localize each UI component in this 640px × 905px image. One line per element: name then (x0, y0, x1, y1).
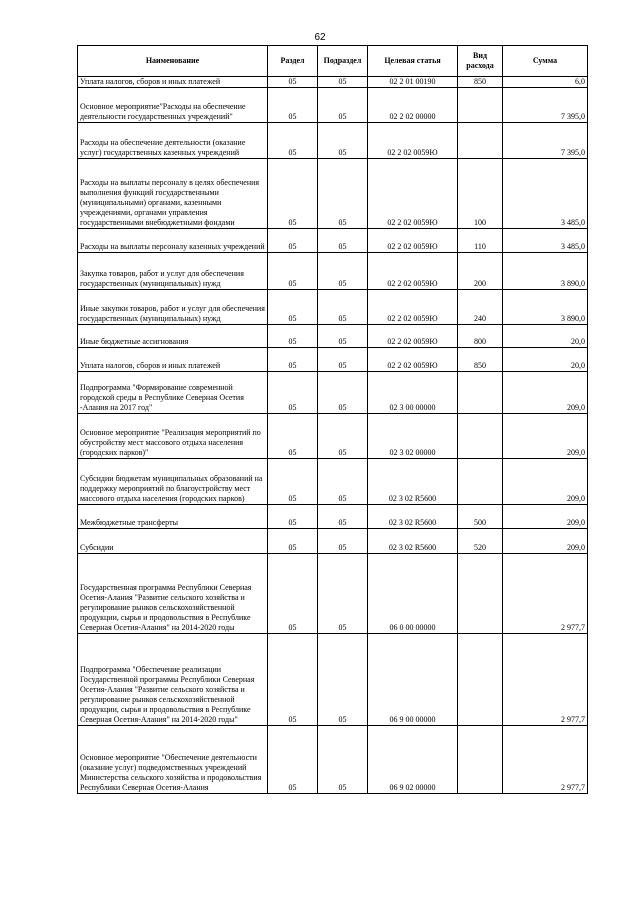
cell-razdel: 05 (268, 229, 318, 253)
cell-podrazdel: 05 (318, 372, 368, 414)
cell-razdel: 05 (268, 253, 318, 290)
cell-razdel: 05 (268, 77, 318, 88)
cell-summa: 7 395,0 (503, 123, 588, 159)
cell-vid: 850 (458, 77, 503, 88)
cell-name: Подпрограмма "Обеспечение реализации Государственной программы Республики Северная Осетия-Алания "Развитие сельского хозяйства и регулирование рынков сельскохозяйственной продукции, сырья и продовольствия в Республике Северная Осетия-Алания" на 2014-2020 годы" (78, 634, 268, 726)
header-vid: Вид расхода (458, 46, 503, 77)
cell-summa: 2 977,7 (503, 634, 588, 726)
cell-celevaya: 02 3 02 00000 (368, 414, 458, 459)
cell-celevaya: 02 2 02 00000 (368, 88, 458, 123)
cell-razdel: 05 (268, 290, 318, 325)
cell-podrazdel: 05 (318, 348, 368, 372)
cell-summa: 20,0 (503, 348, 588, 372)
cell-celevaya: 06 9 02 00000 (368, 726, 458, 794)
cell-celevaya: 02 2 02 0059Ю (368, 123, 458, 159)
cell-vid (458, 414, 503, 459)
cell-name: Субсидии (78, 529, 268, 554)
cell-razdel: 05 (268, 726, 318, 794)
cell-podrazdel: 05 (318, 229, 368, 253)
cell-celevaya: 02 2 02 0059Ю (368, 253, 458, 290)
cell-celevaya: 02 2 02 0059Ю (368, 325, 458, 348)
cell-razdel: 05 (268, 325, 318, 348)
header-name: Наименование (78, 46, 268, 77)
cell-vid (458, 88, 503, 123)
cell-summa: 20,0 (503, 325, 588, 348)
cell-name: Закупка товаров, работ и услуг для обеспечения государственных (муниципальных) нужд (78, 253, 268, 290)
table-row (78, 88, 588, 123)
cell-podrazdel: 05 (318, 726, 368, 794)
table-row (78, 325, 588, 348)
cell-vid: 520 (458, 529, 503, 554)
cell-razdel: 05 (268, 159, 318, 229)
cell-podrazdel: 05 (318, 123, 368, 159)
table-row (78, 348, 588, 372)
cell-name: Уплата налогов, сборов и иных платежей (78, 77, 268, 88)
table-row (78, 505, 588, 529)
header-celevaya: Целевая статья (368, 46, 458, 77)
cell-celevaya: 02 3 02 R5600 (368, 459, 458, 505)
cell-celevaya: 06 0 00 00000 (368, 554, 458, 634)
cell-podrazdel: 05 (318, 554, 368, 634)
cell-vid (458, 372, 503, 414)
cell-summa: 209,0 (503, 414, 588, 459)
cell-name: Основное мероприятие "Обеспечение деятельности (оказание услуг) подведомственных учреждений Министерства сельского хозяйства и продовольствия Республики Северная Осетия-Алания (78, 726, 268, 794)
header-podrazdel: Подраздел (318, 46, 368, 77)
cell-name: Подпрограмма "Формирование современной городской среды в Республике Северная Осетия -Алания на 2017 год" (78, 372, 268, 414)
cell-celevaya: 02 3 02 R5600 (368, 529, 458, 554)
table-row (78, 372, 588, 414)
cell-vid: 800 (458, 325, 503, 348)
table-row (78, 554, 588, 634)
cell-summa: 2 977,7 (503, 726, 588, 794)
cell-razdel: 05 (268, 529, 318, 554)
cell-vid: 110 (458, 229, 503, 253)
cell-vid (458, 554, 503, 634)
cell-name: Основное мероприятие "Реализация мероприятий по обустройству мест массового отдыха населения (городских парков)" (78, 414, 268, 459)
cell-celevaya: 02 3 02 R5600 (368, 505, 458, 529)
cell-podrazdel: 05 (318, 290, 368, 325)
cell-celevaya: 02 2 02 0059Ю (368, 159, 458, 229)
cell-celevaya: 02 2 02 0059Ю (368, 229, 458, 253)
cell-podrazdel: 05 (318, 159, 368, 229)
cell-vid: 500 (458, 505, 503, 529)
table-row (78, 726, 588, 794)
cell-podrazdel: 05 (318, 88, 368, 123)
cell-name: Расходы на обеспечение деятельности (оказание услуг) государственных казенных учреждений (78, 123, 268, 159)
cell-name: Иные закупки товаров, работ и услуг для обеспечения государственных (муниципальных) нужд (78, 290, 268, 325)
cell-summa: 209,0 (503, 372, 588, 414)
budget-table (77, 45, 588, 794)
cell-name: Расходы на выплаты персоналу в целях обеспечения выполнения функций государственными (муниципальными) органами, казенными учреждениями, органами управления государственными внебюджетными фондами (78, 159, 268, 229)
cell-razdel: 05 (268, 372, 318, 414)
cell-razdel: 05 (268, 554, 318, 634)
cell-name: Иные бюджетные ассигнования (78, 325, 268, 348)
cell-name: Субсидии бюджетам муниципальных образований на поддержку мероприятий по благоустройству мест массового отдыха населения (городских парков) (78, 459, 268, 505)
cell-summa: 209,0 (503, 505, 588, 529)
cell-celevaya: 02 2 02 0059Ю (368, 290, 458, 325)
cell-name: Расходы на выплаты персоналу казенных учреждений (78, 229, 268, 253)
table-row (78, 459, 588, 505)
cell-summa: 3 890,0 (503, 253, 588, 290)
cell-razdel: 05 (268, 459, 318, 505)
table-row (78, 77, 588, 88)
cell-summa: 3 485,0 (503, 159, 588, 229)
cell-summa: 209,0 (503, 459, 588, 505)
cell-summa: 6,0 (503, 77, 588, 88)
table-row (78, 123, 588, 159)
cell-name: Уплата налогов, сборов и иных платежей (78, 348, 268, 372)
header-summa: Сумма (503, 46, 588, 77)
cell-celevaya: 02 3 00 00000 (368, 372, 458, 414)
table-row (78, 229, 588, 253)
cell-vid: 200 (458, 253, 503, 290)
cell-podrazdel: 05 (318, 459, 368, 505)
cell-vid (458, 123, 503, 159)
cell-vid (458, 459, 503, 505)
cell-summa: 3 890,0 (503, 290, 588, 325)
table-row (78, 529, 588, 554)
cell-vid (458, 726, 503, 794)
cell-vid: 240 (458, 290, 503, 325)
cell-razdel: 05 (268, 634, 318, 726)
cell-summa: 2 977,7 (503, 554, 588, 634)
cell-razdel: 05 (268, 414, 318, 459)
cell-podrazdel: 05 (318, 414, 368, 459)
cell-podrazdel: 05 (318, 253, 368, 290)
table-row (78, 159, 588, 229)
cell-podrazdel: 05 (318, 325, 368, 348)
table-row (78, 414, 588, 459)
cell-vid (458, 634, 503, 726)
cell-celevaya: 02 2 01 00190 (368, 77, 458, 88)
cell-vid: 850 (458, 348, 503, 372)
table-row (78, 634, 588, 726)
cell-summa: 209,0 (503, 529, 588, 554)
cell-name: Межбюджетные трансферты (78, 505, 268, 529)
cell-summa: 3 485,0 (503, 229, 588, 253)
cell-vid: 100 (458, 159, 503, 229)
cell-podrazdel: 05 (318, 634, 368, 726)
cell-razdel: 05 (268, 123, 318, 159)
cell-name: Основное мероприятие"Расходы на обеспечение деятельности государственных учреждений" (78, 88, 268, 123)
cell-podrazdel: 05 (318, 77, 368, 88)
cell-razdel: 05 (268, 505, 318, 529)
cell-razdel: 05 (268, 88, 318, 123)
cell-razdel: 05 (268, 348, 318, 372)
page-number: 62 (314, 32, 326, 43)
cell-name: Государственная программа Республики Северная Осетия-Алания "Развитие сельского хозяйства и регулирование рынков сельскохозяйственной продукции, сырья и продовольствия в Республике Северная Осетия-Алания" на 2014-2020 годы (78, 554, 268, 634)
cell-summa: 7 395,0 (503, 88, 588, 123)
cell-podrazdel: 05 (318, 505, 368, 529)
table-row (78, 253, 588, 290)
cell-celevaya: 02 2 02 0059Ю (368, 348, 458, 372)
cell-podrazdel: 05 (318, 529, 368, 554)
table-header-row (78, 46, 588, 77)
table-row (78, 290, 588, 325)
cell-celevaya: 06 9 00 00000 (368, 634, 458, 726)
header-razdel: Раздел (268, 46, 318, 77)
